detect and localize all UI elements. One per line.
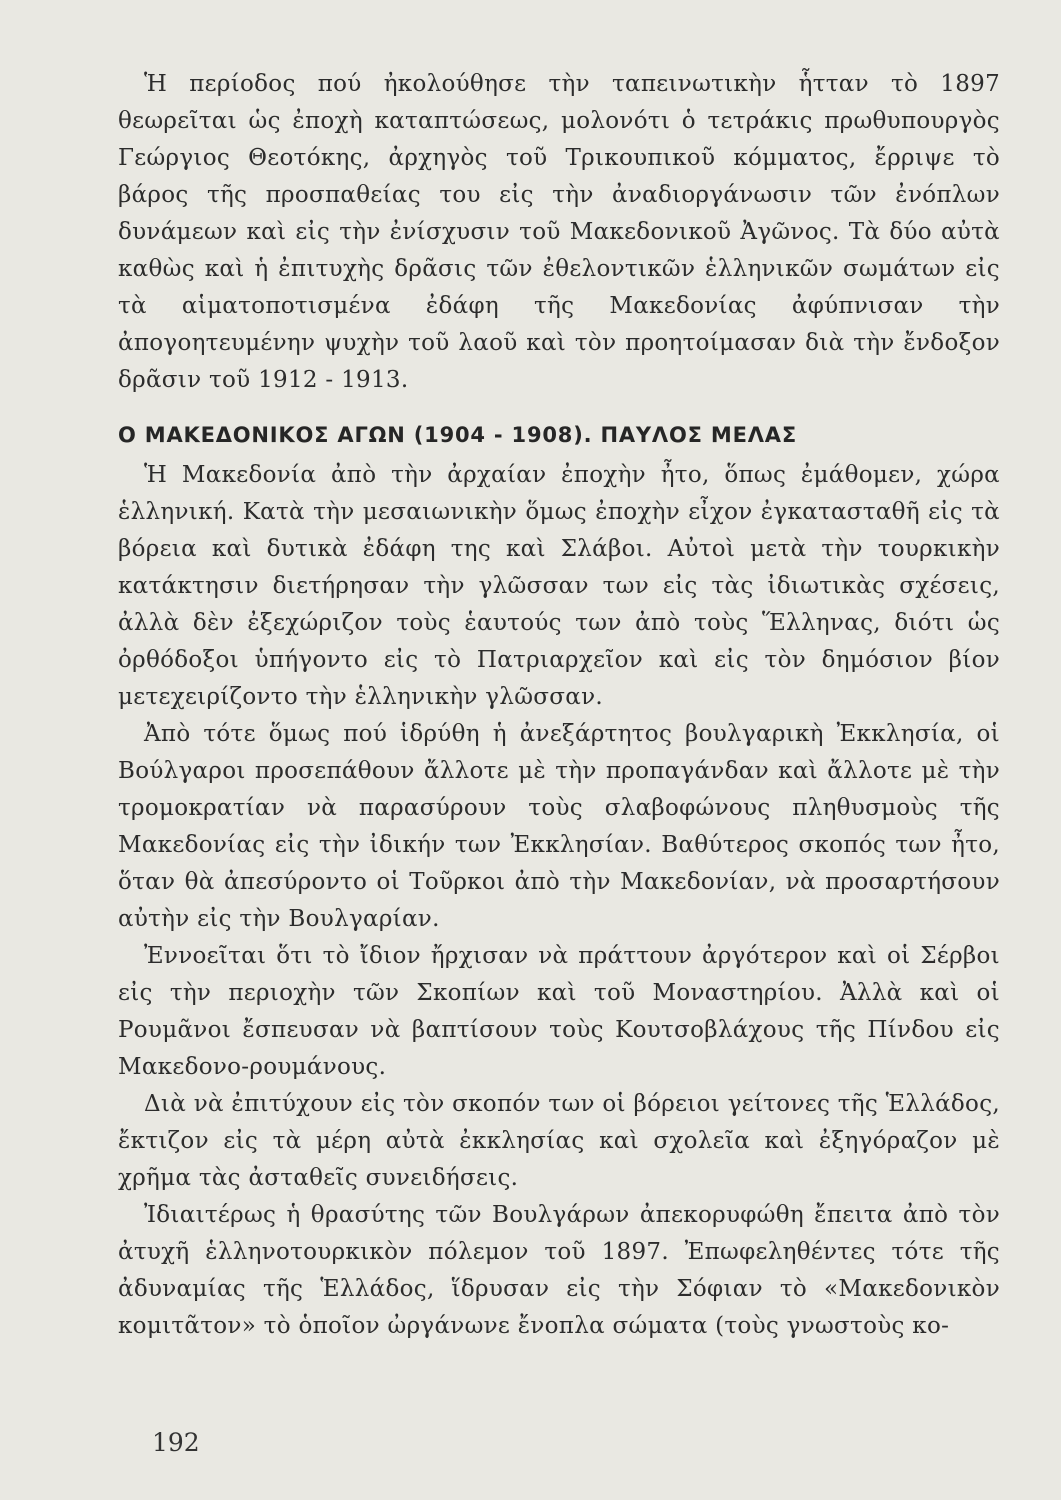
section-heading: Ο ΜΑΚΕΔΟΝΙΚΟΣ ΑΓΩΝ (1904 - 1908). ΠΑΥΛΟΣ ΜΕΛΑΣ [118, 423, 797, 447]
body-paragraph-1: Ἡ Μακεδονία ἀπὸ τὴν ἀρχαίαν ἐποχὴν ἦτο, ὅπως ἐμάθομεν, χώρα ἑλληνική. Κατὰ τὴν μεσαιωνικὴν ὅμως ἐποχὴν εἶχον ἐγκατασταθῆ εἰς τὰ βόρεια καὶ δυτικὰ ἐδάφη της καὶ Σλάβοι. Αὐτοὶ μετὰ τὴν τουρκικὴν κατάκτησιν διετήρησαν τὴν γλῶσσαν των εἰς τὰς ἰδιωτικὰς σχέσεις, ἀλλὰ δὲν ἐξεχώριζον τοὺς ἑαυτούς των ἀπὸ τοὺς Ἕλληνας, διότι ὡς ὀρθόδοξοι ὑπήγοντο εἰς τὸ Πατριαρχεῖον καὶ εἰς τὸν δημόσιον βίον μετεχειρίζοντο τὴν ἑλληνικὴν γλῶσσαν. [118, 462, 1000, 710]
text-block [118, 66, 1000, 1345]
intro-paragraph: Ἡ περίοδος πού ἠκολούθησε τὴν ταπεινωτικὴν ἧτταν τὸ 1897 θεωρεῖται ὡς ἐποχὴ καταπτώσεως, μολονότι ὁ τετράκις πρωθυπουργὸς Γεώργιος Θεοτόκης, ἀρχηγὸς τοῦ Τρικουπικοῦ κόμματος, ἔρριψε τὸ βάρος τῆς προσπαθείας του εἰς τὴν ἀναδιοργάνωσιν τῶν ἐνόπλων δυνάμεων καὶ εἰς τὴν ἐνίσχυσιν τοῦ Μακεδονικοῦ Ἀγῶνος. Τὰ δύο αὐτὰ καθὼς καὶ ἡ ἐπιτυχὴς δρᾶσις τῶν ἐθελοντικῶν ἑλληνικῶν σωμάτων εἰς τὰ αἱματοποτισμένα ἐδάφη τῆς Μακεδονίας ἀφύπνισαν τὴν ἀπογοητευμένην ψυχὴν τοῦ λαοῦ καὶ τὸν προητοίμασαν διὰ τὴν ἔνδοξον δρᾶσιν τοῦ 1912 - 1913. [118, 71, 1000, 393]
page-number: 192 [152, 1428, 200, 1457]
body-paragraph-5: Ἰδιαιτέρως ἡ θρασύτης τῶν Βουλγάρων ἀπεκορυφώθη ἔπειτα ἀπὸ τὸν ἀτυχῆ ἑλληνοτουρκικὸν πόλεμον τοῦ 1897. Ἐπωφεληθέντες τότε τῆς ἀδυναμίας τῆς Ἑλλάδος, ἵδρυσαν εἰς τὴν Σόφιαν τὸ «Μακεδονικὸν κομιτᾶτον» τὸ ὁποῖον ὠργάνωνε ἔνοπλα σώματα (τοὺς γνωστοὺς κο- [118, 1202, 1000, 1339]
body-paragraph-2: Ἀπὸ τότε ὅμως πού ἱδρύθη ἡ ἀνεξάρτητος βουλγαρικὴ Ἐκκλησία, οἱ Βούλγαροι προσεπάθουν ἄλλοτε μὲ τὴν προπαγάνδαν καὶ ἄλλοτε μὲ τὴν τρομοκρατίαν νὰ παρασύρουν τοὺς σλαβοφώνους πληθυσμοὺς τῆς Μακεδονίας εἰς τὴν ἰδικήν των Ἐκκλησίαν. Βαθύτερος σκοπός των ἦτο, ὅταν θὰ ἀπεσύροντο οἱ Τοῦρκοι ἀπὸ τὴν Μακεδονίαν, νὰ προσαρτήσουν αὐτὴν εἰς τὴν Βουλγαρίαν. [118, 721, 1000, 932]
body-paragraph-4: Διὰ νὰ ἐπιτύχουν εἰς τὸν σκοπόν των οἱ βόρειοι γείτονες τῆς Ἑλλάδος, ἔκτιζον εἰς τὰ μέρη αὐτὰ ἐκκλησίας καὶ σχολεῖα καὶ ἐξηγόραζον μὲ χρῆμα τὰς ἀσταθεῖς συνειδήσεις. [118, 1091, 1000, 1191]
body-paragraph-3: Ἐννοεῖται ὅτι τὸ ἴδιον ἤρχισαν νὰ πράττουν ἀργότερον καὶ οἱ Σέρβοι εἰς τὴν περιοχὴν τῶν Σκοπίων καὶ τοῦ Μοναστηρίου. Ἀλλὰ καὶ οἱ Ρουμᾶνοι ἔσπευσαν νὰ βαπτίσουν τοὺς Κουτσοβλάχους τῆς Πίνδου εἰς Μακεδονο-ρουμάνους. [118, 943, 1000, 1080]
